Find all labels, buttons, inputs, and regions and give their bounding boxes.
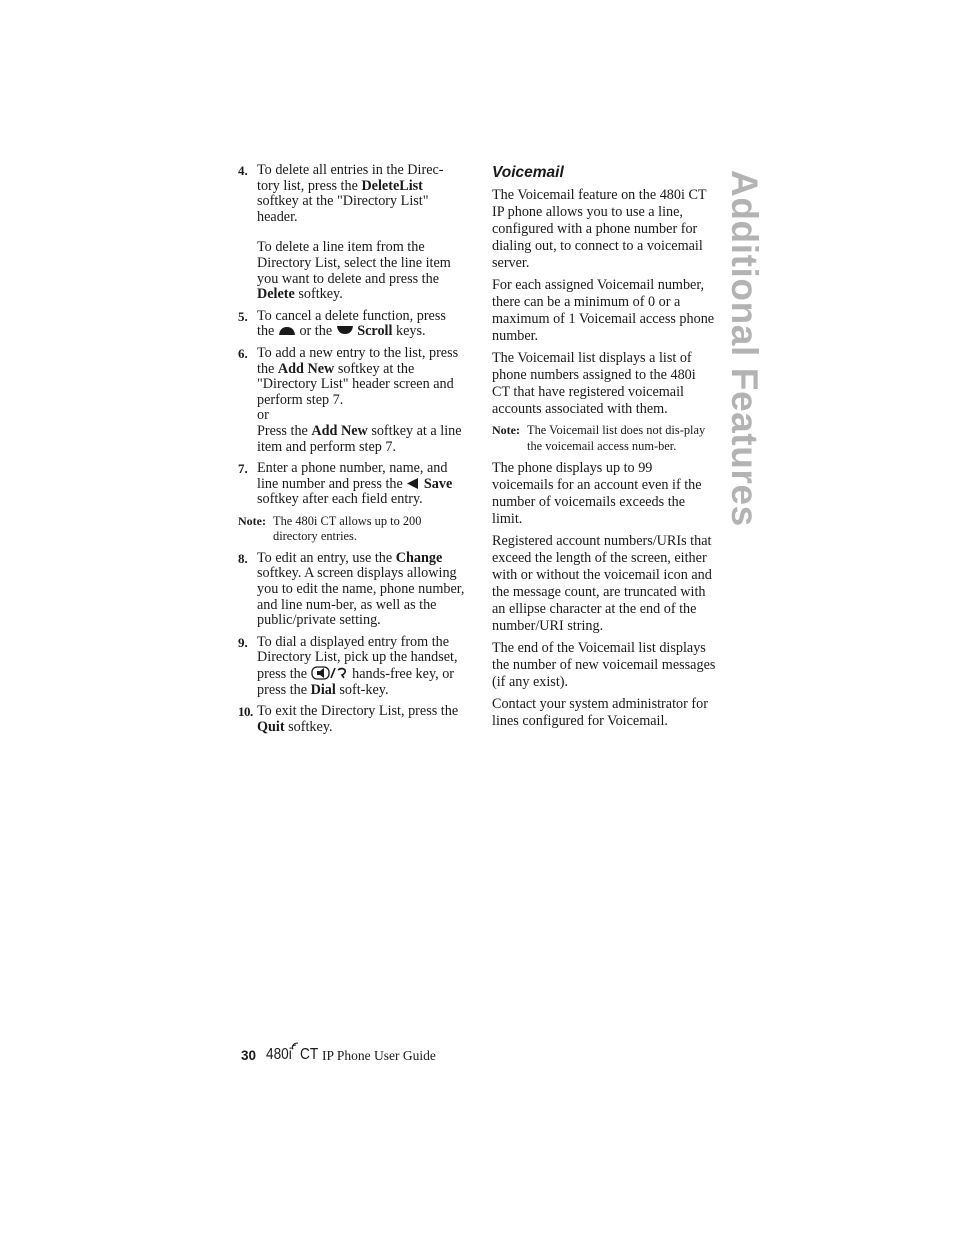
quit-softkey-label: Quit — [257, 718, 285, 735]
change-softkey-label: Change — [395, 549, 443, 566]
step-text: To delete all entries in the Direc-tory list, press the DeleteList softkey at the "Directory List" header. — [257, 162, 444, 225]
note-label: Note: — [238, 513, 266, 528]
chapter-side-tab-label: Additional Features — [724, 170, 765, 527]
step-6 — [238, 346, 466, 455]
model-name: 480i — [266, 1046, 292, 1063]
scroll-up-icon — [278, 325, 296, 336]
paragraph: Registered account numbers/URIs that exceed the length of the screen, either with or without the voicemail icon and the message count, are truncated with an ellipse character at the end of the number/URI string. — [492, 533, 712, 634]
step-5 — [238, 309, 466, 340]
step-number: 10. — [238, 704, 253, 720]
step-text: To delete a line item from the Directory List, select the line item you want to delete and press the Delete softkey. — [257, 239, 451, 303]
wireless-icon — [291, 1042, 300, 1050]
page-number: 30 — [241, 1048, 257, 1063]
step-4 — [238, 163, 466, 303]
step-number: 8. — [238, 550, 248, 566]
paragraph: The Voicemail list displays a list of phone numbers assigned to the 480i CT that have registered voicemail accounts associated with them. — [492, 350, 696, 417]
scroll-key-label: Scroll — [357, 323, 393, 340]
step-text: To add a new entry to the list, press the Add New softkey at the "Directory List" header screen and perform step 7. or Press the Add New softkey at a line item and perform step 7. — [257, 344, 462, 455]
step-number: 5. — [238, 308, 248, 324]
add-new-softkey-label: Add New — [277, 360, 335, 377]
step-8 — [238, 551, 466, 629]
chapter-side-tab — [724, 170, 765, 527]
note-text: The 480i CT allows up to 200 directory entries. — [273, 513, 422, 544]
note — [238, 514, 466, 545]
note — [492, 423, 716, 454]
left-arrow-icon — [406, 478, 420, 489]
paragraph: The Voicemail feature on the 480i CT IP phone allows you to use a line, configured with a phone number for dialing out, to connect to a voicemail server. — [492, 187, 707, 271]
add-new-softkey-label: Add New — [311, 422, 368, 439]
left-column — [238, 163, 466, 741]
guide-title: IP Phone User Guide — [322, 1048, 436, 1063]
step-10 — [238, 704, 466, 735]
section-heading: Voicemail — [492, 164, 564, 181]
step-text: To exit the Directory List, press the Quit softkey. — [257, 703, 459, 735]
step-9 — [238, 635, 466, 698]
deletelist-softkey-label: DeleteList — [361, 177, 423, 194]
step-text: Enter a phone number, name, and line number and press the Save softkey after each field entry. — [257, 460, 453, 508]
paragraph: For each assigned Voicemail number, there can be a minimum of 0 or a maximum of 1 Voicemail access phone number. — [492, 277, 715, 344]
paragraph: The end of the Voicemail list displays the number of new voicemail messages (if any exist). — [492, 640, 716, 690]
save-softkey-label: Save — [423, 475, 453, 492]
note-label: Note: — [492, 423, 520, 437]
or-text: or — [257, 407, 269, 424]
paragraph: Contact your system administrator for lines configured for Voicemail. — [492, 696, 708, 729]
step-number: 9. — [238, 634, 248, 650]
step-text: To cancel a delete function, press the or the Scroll keys. — [257, 307, 446, 340]
delete-softkey-label: Delete — [257, 286, 295, 303]
model-suffix: CT — [300, 1046, 319, 1063]
handsfree-key-icon — [311, 666, 349, 680]
note-text: The Voicemail list does not dis-play the voicemail access num-ber. — [527, 423, 706, 453]
step-text: To edit an entry, use the Change softkey. A screen displays allowing you to edit the name, phone number, and line num-ber, as well as the public/private setting. — [257, 549, 465, 629]
paragraph: The phone displays up to 99 voicemails for an account even if the number of voicemails exceeds the limit. — [492, 460, 702, 527]
step-7 — [238, 461, 466, 508]
step-number: 7. — [238, 461, 248, 477]
scroll-down-icon — [336, 325, 354, 336]
step-number: 6. — [238, 345, 248, 361]
dial-softkey-label: Dial — [310, 681, 336, 698]
step-number: 4. — [238, 163, 248, 178]
step-text: To dial a displayed entry from the Directory List, pick up the handset, press the hands-free key, or press the Dial soft-key. — [257, 633, 458, 698]
right-column — [492, 163, 716, 735]
